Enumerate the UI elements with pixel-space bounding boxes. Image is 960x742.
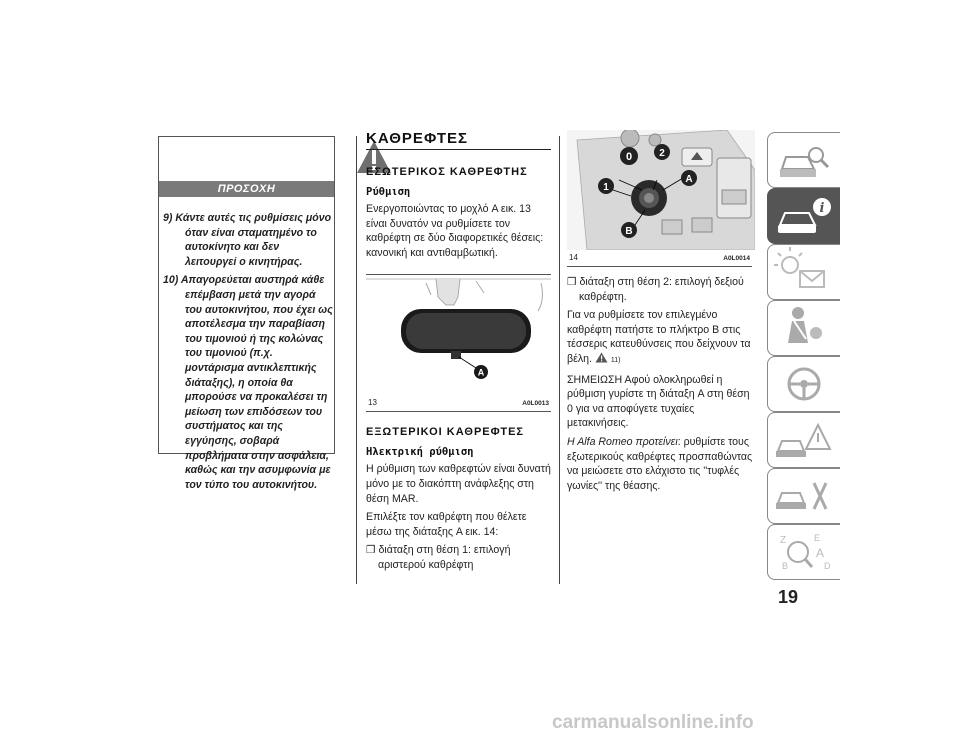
alphabet-magnifier-icon [768,525,840,579]
figure-13-number: 13 [368,398,377,408]
svg-text:2: 2 [659,148,665,159]
svg-text:A: A [816,546,825,560]
svg-text:B: B [782,561,789,571]
sidebar-tab-driving[interactable] [767,356,840,412]
figure-13 [366,274,551,412]
warning-item-10: 10) Απαγορεύεται αυστηρά κάθε επέμβαση μετά την αγορά του αυτοκινήτου, που έχει ως αποτέλεσμα την παραβίαση του τιμονιού ή της κολώνας του τιμονιού (π.χ. μοντάρισμα αντικλεπτικής διάταξης), η οποία θα μπορούσε να προκαλέσει τη μείωση των επιδόσεων του συστήματος και της εγγύησης, σοβαρά προβλήματα στην ασφάλεια, καθώς και την ασυμφωνία με τον τύπο του αυτοκινήτου. [163,274,333,491]
interior-text: Ενεργοποιώντας το μοχλό A εικ. 13 είναι δυνατόν να ρυθμίσετε τον καθρέφτη σε δύο διαφορετικές θέσεις: κανονική και αντιθαμβωτική. [366,203,544,259]
footer-watermark: carmanualsonline.info [552,712,754,733]
car-warning-icon [768,413,840,467]
steering-wheel-icon [768,357,840,411]
figure-13-callout-a: A [477,367,485,378]
svg-text:0: 0 [625,151,633,163]
seat-airbag-icon [768,301,840,355]
figure-13-code: A0L0013 [522,400,549,408]
warning-item-9: 9) Κάντε αυτές τις ρυθμίσεις μόνο όταν είναι σταματημένο το αυτοκίνητο και δεν λειτουργεί ο κινητήρας. [163,212,332,268]
sidebar-tab-maintenance[interactable] [767,468,840,524]
section-rule [366,149,551,150]
right-note: ΣΗΜΕΙΩΣΗ Αφού ολοκληρωθεί η ρύθμιση γυρίστε τη διάταξη A στη θέση 0 για να αποφύγετε τυχαίες μετακινήσεις. [567,373,750,430]
interior-mirror-title: ΕΣΩΤΕΡΙΚΟΣ ΚΑΘΡΕΦΤΗΣ [366,166,528,178]
sidebar-tab-safety[interactable] [767,300,840,356]
sidebar-tab-dashboard[interactable] [767,132,840,188]
svg-text:Z: Z [780,535,787,546]
right-recommendation: H Alfa Romeo προτείνει: ρυθμίστε τους εξωτερικούς καθρέφτες προσπαθώντας να μειώσετε στο ελάχιστο τις ''τυφλές γωνίες'' της θέασης. [567,435,753,492]
svg-text:i: i [819,201,825,216]
figure-14-number: 14 [569,253,578,262]
car-info-icon [768,189,840,243]
warning-list [163,211,333,496]
sidebar-tab-index[interactable] [767,524,840,580]
svg-text:B: B [625,226,633,237]
rearview-mirror-illustration [366,275,551,395]
exterior-bullet-1: ❒ διάταξη στη θέση 1: επιλογή αριστερού καθρέφτη [366,544,511,571]
middle-column [366,130,551,573]
exterior-text-1: Η ρύθμιση των καθρεφτών είναι δυνατή μόνο με το διακόπτη ανάφλεξης στη θέση MAR. [366,463,551,505]
right-column [567,130,755,493]
interior-subtitle: Ρύθμιση [366,186,411,198]
right-text-1: Για να ρυθμίσετε τον επιλεγμένο καθρέφτη πατήστε το πλήκτρο B στις τέσσερις κατευθύνσεις που δείχνουν τα βέλη. 11) [567,309,751,365]
warning-triangle-icon [595,352,608,363]
svg-text:E: E [814,533,821,543]
mirror-control-illustration [567,130,755,250]
svg-text:D: D [824,561,831,571]
section-title: ΚΑΘΡΕΦΤΕΣ [366,130,469,147]
exterior-mirror-title: ΕΞΩΤΕΡΙΚΟΙ ΚΑΘΡΕΦΤΕΣ [366,426,525,439]
exterior-text-2: Επιλέξτε τον καθρέφτη που θέλετε μέσω της διάταξης A εικ. 14: [366,511,527,538]
car-wrench-icon [768,469,840,523]
column-divider-right [559,136,560,584]
car-magnifier-icon [768,133,840,187]
warning-box [158,136,335,491]
svg-text:A: A [685,174,693,185]
right-bullet-2: ❒ διάταξη στη θέση 2: επιλογή δεξιού καθρέφτη. [567,276,744,303]
warning-reference: 11) [610,356,621,364]
column-divider-left [356,136,357,584]
light-envelope-icon [768,245,840,299]
page-number: 19 [778,587,799,607]
sidebar-tab-emergency[interactable] [767,412,840,468]
exterior-subtitle: Ηλεκτρική ρύθμιση [366,446,474,459]
svg-text:1: 1 [603,182,609,193]
figure-14-code: A0L0014 [723,255,750,262]
sidebar-tab-knowing-car[interactable] [767,188,840,244]
sidebar-tab-warnings[interactable] [767,244,840,300]
figure-14 [567,130,752,267]
warning-title: ΠΡΟΣΟΧΗ [159,181,334,197]
